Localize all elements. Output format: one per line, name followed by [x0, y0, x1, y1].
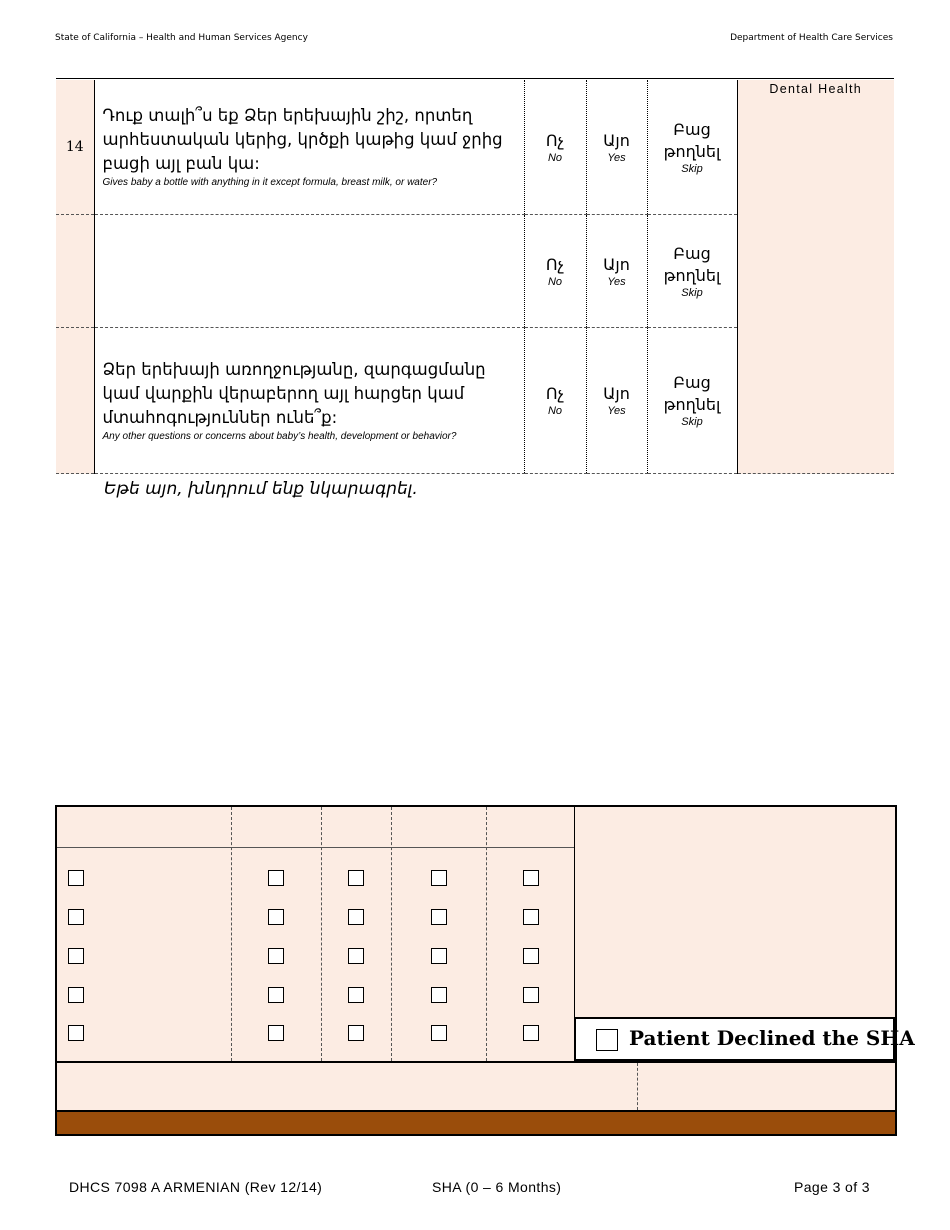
answer-yes-armenian: Այո — [603, 130, 630, 150]
footer-bar — [57, 1110, 895, 1134]
patient-declined-checkbox[interactable] — [596, 1029, 618, 1051]
checkbox[interactable] — [348, 909, 364, 925]
checkbox[interactable] — [431, 948, 447, 964]
answer-no[interactable] — [524, 328, 586, 474]
answer-no[interactable] — [524, 215, 586, 328]
question-row — [56, 80, 894, 215]
question-number — [56, 328, 94, 474]
checkbox[interactable] — [348, 870, 364, 886]
answer-yes-armenian: Այո — [603, 384, 630, 403]
answer-yes[interactable] — [586, 215, 647, 328]
checkbox[interactable] — [431, 987, 447, 1003]
checkbox[interactable] — [431, 1025, 447, 1041]
question-table — [56, 80, 894, 474]
answer-no-armenian: Ոչ — [545, 254, 565, 274]
question-number — [56, 215, 94, 328]
checkbox[interactable] — [348, 948, 364, 964]
answer-skip-english: Skip — [681, 416, 703, 428]
answer-yes-armenian: Այո — [603, 254, 630, 274]
signature-row-rule — [57, 1061, 895, 1063]
form-title: SHA (0 – 6 Months) — [432, 1179, 562, 1195]
checkbox[interactable] — [431, 870, 447, 886]
checkbox[interactable] — [268, 987, 284, 1003]
answer-skip-armenian: Բաց թողնել — [663, 243, 721, 285]
department-header: Department of Health Care Services — [730, 33, 893, 43]
checkbox[interactable] — [268, 948, 284, 964]
checkbox[interactable] — [68, 870, 84, 886]
describe-prompt: Եթե այո, խնդրում ենք նկարագրել. — [104, 479, 418, 499]
form-number: DHCS 7098 A ARMENIAN (Rev 12/14) — [69, 1179, 323, 1195]
answer-no-english: No — [547, 275, 563, 288]
answer-no[interactable] — [524, 80, 586, 215]
checkbox[interactable] — [523, 948, 539, 964]
checkbox[interactable] — [68, 987, 84, 1003]
question-text-english: Gives baby a bottle with anything in it except formula, breast milk, or water? — [102, 177, 438, 188]
patient-declined-label: Patient Declined the SHA — [629, 1026, 915, 1050]
checkbox[interactable] — [348, 1025, 364, 1041]
provider-section — [55, 805, 915, 1136]
answer-skip-english: Skip — [681, 286, 703, 299]
answer-skip[interactable] — [647, 328, 737, 474]
checkbox[interactable] — [268, 870, 284, 886]
dental-health-column — [737, 80, 894, 474]
section-title: Dental Health — [769, 82, 863, 96]
checkbox[interactable] — [523, 987, 539, 1003]
answer-skip[interactable] — [647, 80, 737, 215]
question-number: 14 — [56, 80, 94, 215]
question-text-armenian: Ձեր երեխայի առողջությանը, զարգացմանը կամ վարքին վերաբերող այլ հարցեր կամ մտահոգություններ ունե՞ք: — [102, 359, 486, 427]
question-text-armenian: Դուք տալի՞ս եք Ձեր երեխային շիշ, որտեղ արհեստական կերից, կրծքի կաթից կամ ջրից բացի այլ բան կա: — [102, 106, 503, 173]
checkbox[interactable] — [68, 909, 84, 925]
checkbox[interactable] — [68, 1025, 84, 1041]
question-text — [94, 215, 524, 328]
answer-yes-english: Yes — [607, 275, 626, 288]
grid-divider — [391, 807, 392, 1061]
agency-header: State of California – Health and Human Services Agency — [55, 33, 308, 43]
answer-yes[interactable] — [586, 328, 647, 474]
answer-no-armenian: Ոչ — [545, 384, 565, 403]
answer-skip[interactable] — [647, 215, 737, 328]
answer-yes-english: Yes — [607, 405, 626, 417]
checkbox[interactable] — [523, 909, 539, 925]
grid-right-border — [574, 807, 575, 1019]
answer-no-armenian: Ոչ — [545, 130, 565, 150]
answer-yes[interactable] — [586, 80, 647, 215]
answer-skip-armenian: Բաց թողնել — [663, 119, 721, 161]
answer-no-english: No — [547, 405, 563, 417]
checkbox[interactable] — [68, 948, 84, 964]
checkbox[interactable] — [523, 1025, 539, 1041]
signature-divider — [637, 1063, 638, 1110]
answer-skip-english: Skip — [681, 162, 703, 175]
checkbox[interactable] — [523, 870, 539, 886]
checkbox[interactable] — [268, 1025, 284, 1041]
checkbox[interactable] — [348, 987, 364, 1003]
question-text-english: Any other questions or concerns about baby’s health, development or behavior? — [102, 430, 457, 442]
question-text — [94, 80, 524, 215]
answer-yes-english: Yes — [607, 151, 626, 164]
checkbox[interactable] — [268, 909, 284, 925]
answer-skip-armenian: Բաց թողնել — [663, 373, 721, 414]
page-number: Page 3 of 3 — [793, 1179, 870, 1195]
checkbox[interactable] — [431, 909, 447, 925]
grid-divider — [231, 807, 232, 1061]
grid-divider — [321, 807, 322, 1061]
patient-declined-field — [574, 1017, 915, 1061]
grid-divider — [486, 807, 487, 1061]
header-rule — [56, 78, 894, 79]
question-text — [94, 328, 524, 474]
answer-no-english: No — [547, 151, 563, 164]
grid-header-rule — [57, 847, 574, 848]
